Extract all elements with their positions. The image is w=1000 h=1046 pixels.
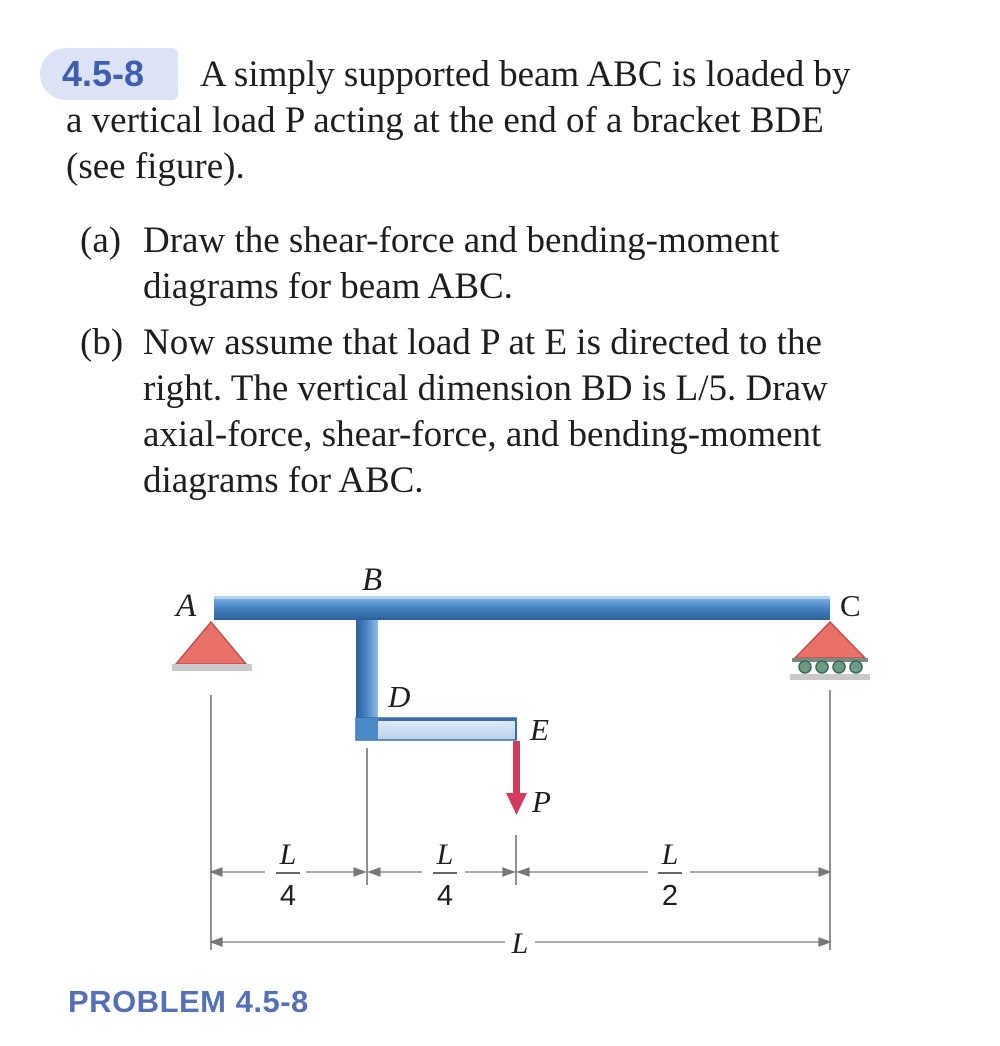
statement-line-2: a vertical load P acting at the end of a bracket BDE xyxy=(66,100,824,141)
bracket-arm-de xyxy=(356,718,516,740)
dim-3-denominator: 2 xyxy=(661,880,679,912)
label-e: E xyxy=(530,712,549,747)
part-a-label: (a) xyxy=(80,220,122,261)
part-b-line-1: Now assume that load P at E is directed to the xyxy=(143,322,822,363)
part-a-line-1: Draw the shear-force and bending-moment xyxy=(143,220,780,261)
statement-line-3: (see figure). xyxy=(66,146,245,187)
label-a: A xyxy=(176,588,197,624)
dimension-row-partial xyxy=(211,868,830,876)
roller-support-c xyxy=(790,622,870,680)
pin-support-a xyxy=(172,622,252,671)
dim-3-numerator: L xyxy=(661,838,679,871)
part-b-label: (b) xyxy=(80,322,124,363)
dim-2-numerator: L xyxy=(436,838,454,871)
problem-number: 4.5-8 xyxy=(62,53,145,94)
dim-1-numerator: L xyxy=(279,838,297,871)
part-a-line-2: diagrams for beam ABC. xyxy=(143,266,513,307)
label-d: D xyxy=(388,679,411,714)
dimension-extension-lines xyxy=(211,690,830,950)
label-p: P xyxy=(532,784,551,819)
part-b-line-4: diagrams for ABC. xyxy=(143,460,424,501)
dim-total: L xyxy=(511,927,529,960)
load-p-arrow xyxy=(506,741,527,815)
statement-line-1: A simply supported beam ABC is loaded by xyxy=(200,54,851,95)
dim-2-denominator: 4 xyxy=(436,880,454,912)
figure-caption: PROBLEM 4.5-8 xyxy=(68,984,309,1019)
beam-abc xyxy=(214,596,830,620)
label-b: B xyxy=(362,562,383,598)
part-b-line-3: axial-force, shear-force, and bending-moment xyxy=(143,414,822,455)
part-b-line-2: right. The vertical dimension BD is L/5. Draw xyxy=(143,368,828,409)
label-c: C xyxy=(840,588,861,623)
dim-1-denominator: 4 xyxy=(279,880,297,912)
